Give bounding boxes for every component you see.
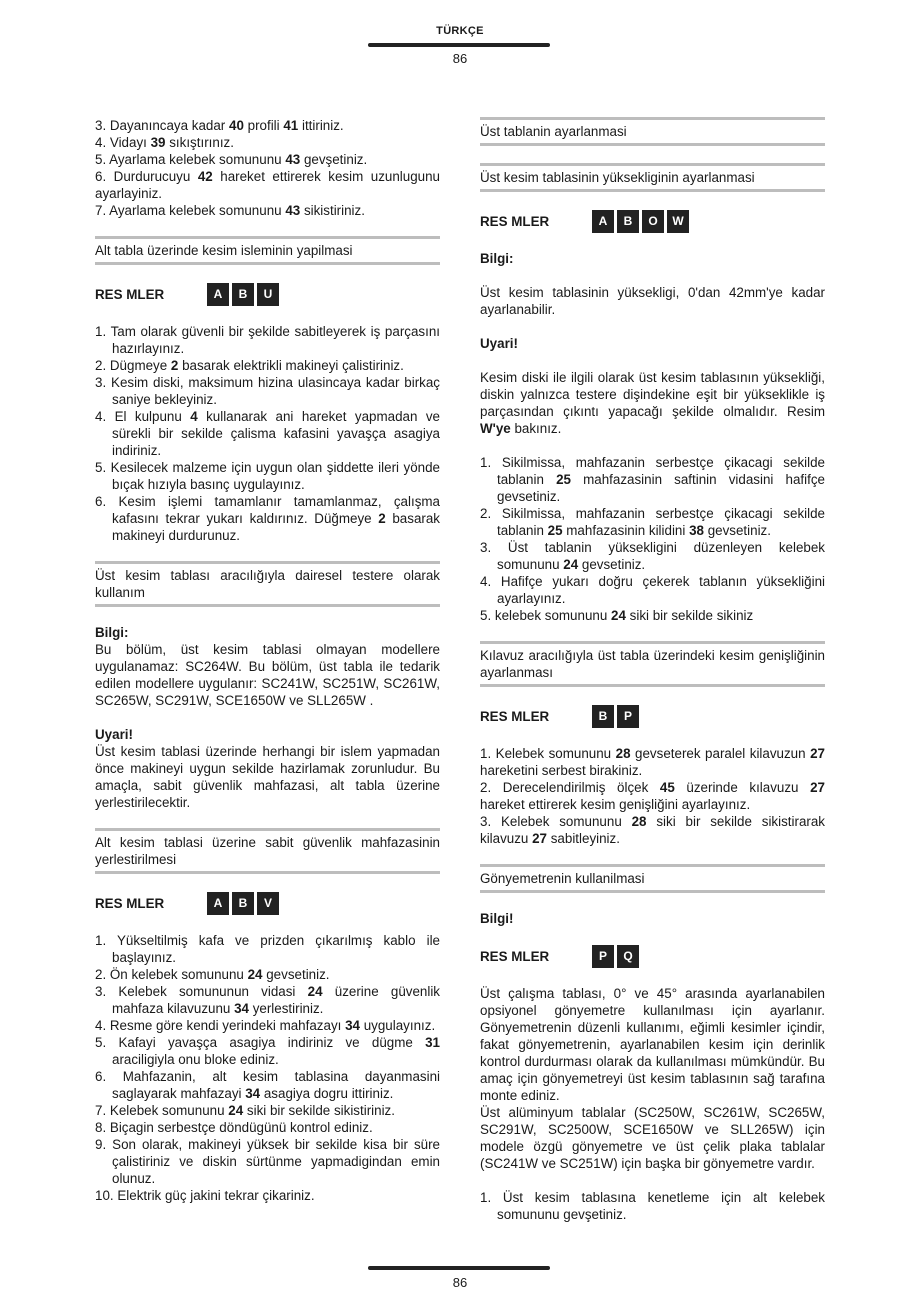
reference-number: 2 xyxy=(170,358,179,373)
figure-badge: B xyxy=(232,892,254,915)
reference-number: 27 xyxy=(810,746,825,761)
text-segment: sabitleyiniz. xyxy=(547,831,620,846)
text-segment: gevsetiniz. xyxy=(703,523,771,538)
language-header: TÜRKÇE xyxy=(436,25,484,37)
reference-number: 34 xyxy=(245,1086,261,1101)
figure-badge: B xyxy=(617,210,639,233)
reference-number: 31 xyxy=(425,1035,440,1050)
text-segment: 9. Son olarak, makineyi yüksek bir sekilde kisa bir süre çalistiriniz ve diskin sürtünme yapmadigindan emin olunuz. xyxy=(95,1137,440,1186)
text-segment: 4. Hafifçe yukarı doğru çekerek tablanın yüksekliğini ayarlayınız. xyxy=(480,574,825,606)
reference-number: 27 xyxy=(532,831,548,846)
reference-number: 34 xyxy=(234,1001,249,1016)
header-divider xyxy=(368,43,550,47)
list-item xyxy=(95,357,440,374)
list-item xyxy=(95,1017,440,1034)
figure-badge: Q xyxy=(617,945,639,968)
text-segment: gevseterek paralel kilavuzun xyxy=(630,746,811,761)
left-column xyxy=(95,117,440,1221)
figure-badge: A xyxy=(207,892,229,915)
list-item xyxy=(95,493,440,544)
list-item xyxy=(95,1068,440,1102)
list-item xyxy=(480,779,825,813)
step-list xyxy=(480,745,825,847)
text-segment: ittiriniz. xyxy=(298,118,344,133)
figure-badge: P xyxy=(592,945,614,968)
figure-references xyxy=(480,704,825,728)
text-segment: araciligiyla onu bloke ediniz. xyxy=(112,1052,279,1067)
text-segment: Üst kesim tablasinin yüksekligi, 0'dan 42mm'ye kadar ayarlanabilir. xyxy=(480,285,825,317)
list-item xyxy=(95,408,440,459)
text-segment: gevsetiniz. xyxy=(262,967,330,982)
text-segment: hareket ettirerek kesim uzunlugunu ayarlayiniz. xyxy=(95,169,440,201)
reference-number: 41 xyxy=(283,118,299,133)
list-item xyxy=(480,539,825,573)
text-segment: 6. Durdurucuyu xyxy=(95,169,198,184)
step-list xyxy=(95,932,440,1204)
text-segment: asagiya dogru ittiriniz. xyxy=(260,1086,394,1101)
list-item xyxy=(95,202,440,219)
paragraph xyxy=(480,284,825,318)
list-item xyxy=(480,1189,825,1223)
reference-number: 39 xyxy=(150,135,166,150)
text-segment: hareket ettirerek kesim genişliğini ayarlayınız. xyxy=(480,797,751,812)
figure-badge: V xyxy=(257,892,279,915)
section-title: Üst kesim tablası aracılığıyla dairesel testere olarak kullanım xyxy=(95,561,440,607)
text-segment: 1. Üst kesim tablasına kenetleme için alt kelebek somununu gevşetiniz. xyxy=(480,1190,825,1222)
text-segment: Bu bölüm, üst kesim tablasi olmayan modellere uygulanamaz: SC264W. Bu bölüm, üst tabla ile tedarik edilen modellere uygulanır: SC241W, SC251W, SC261W, SC265W, SC291W, SCE1650W ve SLL265W . xyxy=(95,642,440,708)
reference-number: 24 xyxy=(307,984,323,999)
list-item xyxy=(480,454,825,505)
text-segment: 8. Biçagin serbestçe döndügünü kontrol ediniz. xyxy=(95,1120,373,1135)
text-segment: 1. Sikilmissa, mahfazanin serbestçe çikacagi sekilde tablanin xyxy=(480,455,825,487)
paragraph xyxy=(480,985,825,1104)
text-segment: gevşetiniz. xyxy=(300,152,368,167)
list-item xyxy=(95,168,440,202)
list-item xyxy=(480,573,825,607)
subheading: Bilgi: xyxy=(95,625,129,640)
reference-number: 40 xyxy=(229,118,244,133)
section-title: Üst kesim tablasinin yüksekliginin ayarlanmasi xyxy=(480,163,825,192)
reference-number: 27 xyxy=(810,780,825,795)
text-segment: 3. Kelebek somununun vidasi xyxy=(95,984,308,999)
text-segment: sıkıştırınız. xyxy=(165,135,234,150)
text-segment: Üst alüminyum tablalar (SC250W, SC261W, SC265W, SC291W, SC2500W, SCE1650W ve SLL265W) için modele özgü gönyemetre ve üst çelik plaka tablalar (SC241W ve SC251W) için başka bir gönyemetre vardır. xyxy=(480,1105,825,1171)
text-segment: 4. Vidayı xyxy=(95,135,151,150)
list-item xyxy=(95,117,440,134)
list-item xyxy=(95,1119,440,1136)
subheading: Uyari! xyxy=(95,727,133,742)
list-item xyxy=(480,505,825,539)
paragraph xyxy=(95,641,440,709)
text-segment: 2. Sikilmissa, mahfazanin serbestçe çikacagi sekilde tablanin xyxy=(480,506,825,538)
figures-label: RES MLER xyxy=(480,948,550,964)
list-item xyxy=(480,745,825,779)
header-page-number: 86 xyxy=(452,51,468,66)
reference-number: 25 xyxy=(547,523,563,538)
figures-label: RES MLER xyxy=(95,286,165,302)
section-title: Alt tabla üzerinde kesim isleminin yapilmasi xyxy=(95,236,440,265)
text-segment: Üst çalışma tablası, 0° ve 45° arasında ayarlanabilen opsiyonel gönyemetre kullanılması için ayarlanır. Gönyemetrenin düzenli kullanımı, eğimli kesimler içindir, fakat gönyemetrenin, ayarlanabilen kesim için derinlik kontrol durdurması olarak da kullanılması mümkündür. Bu amaç için gönyemetreyi üst kesim tablasının sağ tarafına monte ediniz. xyxy=(480,986,825,1103)
text-segment: üzerinde kılavuzu xyxy=(674,780,811,795)
paragraph xyxy=(480,369,825,437)
text-segment: 3. Dayanıncaya kadar xyxy=(95,118,229,133)
list-item xyxy=(95,932,440,966)
figures-label: RES MLER xyxy=(480,708,550,724)
text-segment: 3. Kelebek somununu xyxy=(480,814,632,829)
reference-number: W'ye xyxy=(480,421,511,436)
text-segment: Üst kesim tablasi üzerinde herhangi bir islem yapmadan önce makineyi uygun sekilde hazirlamak zorunludur. Bu amaçla, sabit güvenlik mahfazasi, alt tabla üzerine yerlestirilecektir. xyxy=(95,744,440,810)
list-item xyxy=(95,1034,440,1068)
footer-divider xyxy=(368,1266,550,1270)
text-segment: 7. Kelebek somununu xyxy=(95,1103,229,1118)
text-segment: 7. Ayarlama kelebek somununu xyxy=(95,203,286,218)
reference-number: 24 xyxy=(611,608,626,623)
text-segment: bakınız. xyxy=(510,421,562,436)
text-segment: siki bir sekilde sikistirarak kilavuzu xyxy=(480,814,825,846)
reference-number: 45 xyxy=(659,780,675,795)
figure-badge: B xyxy=(592,705,614,728)
list-item xyxy=(95,983,440,1017)
reference-number: 43 xyxy=(285,152,301,167)
list-item xyxy=(95,1187,440,1204)
text-segment: mahfazasinin saftinin vidasini hafifçe gevsetiniz. xyxy=(497,472,825,504)
text-segment: 6. Mahfazanin, alt kesim tablasina dayanmasini saglayarak mahfazayi xyxy=(95,1069,440,1101)
figure-badge: P xyxy=(617,705,639,728)
step-list xyxy=(95,117,440,219)
text-segment: 6. Kesim işlemi tamamlanır tamamlanmaz, çalışma kafasını tekrar yukarı kaldırınız. Düğmeye xyxy=(95,494,440,526)
text-segment: Kesim diski ile ilgili olarak üst kesim tablasının yüksekliği, diskin yalnızca testere dişindekine eşit bir yükseklikle iş parçasından çıkıntı yapacağı şekilde olmalıdır. Resim xyxy=(480,370,825,419)
step-list xyxy=(480,454,825,624)
list-item xyxy=(95,459,440,493)
figures-label: RES MLER xyxy=(480,213,550,229)
text-segment: 2. Ön kelebek somununu xyxy=(95,967,248,982)
reference-number: 4 xyxy=(190,409,198,424)
list-item xyxy=(95,1102,440,1119)
figure-badge: A xyxy=(207,283,229,306)
text-segment: gevsetiniz. xyxy=(578,557,646,572)
reference-number: 25 xyxy=(556,472,571,487)
text-segment: 4. El kulpunu xyxy=(95,409,191,424)
text-segment: 4. Resme göre kendi yerindeki mahfazayı xyxy=(95,1018,346,1033)
list-item xyxy=(95,966,440,983)
list-item xyxy=(480,813,825,847)
step-list xyxy=(480,1189,825,1223)
subheading: Bilgi: xyxy=(480,251,514,266)
section-title: Kılavuz aracılığıyla üst tabla üzerindeki kesim genişliğinin ayarlanması xyxy=(480,641,825,687)
section-title: Gönyemetrenin kullanilmasi xyxy=(480,864,825,893)
list-item xyxy=(480,607,825,624)
figure-references xyxy=(480,944,825,968)
text-segment: 5. Kesilecek malzeme için uygun olan şiddette ileri yönde bıçak hızıyla basınç uygulayınız. xyxy=(95,460,440,492)
text-segment: uygulayınız. xyxy=(360,1018,436,1033)
reference-number: 28 xyxy=(631,814,647,829)
text-segment: 1. Tam olarak güvenli bir şekilde sabitleyerek iş parçasını hazırlayınız. xyxy=(95,324,440,356)
right-column xyxy=(480,117,825,1240)
footer-page-number: 86 xyxy=(452,1275,468,1290)
list-item xyxy=(95,134,440,151)
text-segment: hareketini serbest birakiniz. xyxy=(480,763,643,778)
text-segment: 5. kelebek somununu xyxy=(480,608,612,623)
list-item xyxy=(95,374,440,408)
text-segment: 5. Kafayi yavaşça asagiya indiriniz ve dügme xyxy=(95,1035,426,1050)
reference-number: 24 xyxy=(247,967,263,982)
figure-references xyxy=(95,282,440,306)
reference-number: 43 xyxy=(285,203,301,218)
list-item xyxy=(95,1136,440,1187)
list-item xyxy=(95,151,440,168)
figures-label: RES MLER xyxy=(95,895,165,911)
list-item xyxy=(95,323,440,357)
reference-number: 38 xyxy=(689,523,704,538)
figure-badge: U xyxy=(257,283,279,306)
figure-badge: A xyxy=(592,210,614,233)
text-segment: profili xyxy=(243,118,284,133)
text-segment: 3. Kesim diski, maksimum hizina ulasincaya kadar birkaç saniye bekleyiniz. xyxy=(95,375,440,407)
text-segment: yerlestiriniz. xyxy=(248,1001,324,1016)
text-segment: 5. Ayarlama kelebek somununu xyxy=(95,152,286,167)
section-title: Üst tablanin ayarlanmasi xyxy=(480,117,825,146)
text-segment: 2. Derecelendirilmiş ölçek xyxy=(480,780,660,795)
reference-number: 34 xyxy=(345,1018,360,1033)
text-segment: siki bir sekilde sikiniz xyxy=(625,608,754,623)
text-segment: sikistiriniz. xyxy=(300,203,365,218)
paragraph xyxy=(480,1104,825,1172)
text-segment: 1. Kelebek somununu xyxy=(480,746,616,761)
text-segment: basarak elektrikli makineyi çalistiriniz. xyxy=(178,358,404,373)
text-segment: basarak makineyi durdurunuz. xyxy=(112,511,441,543)
subheading: Bilgi! xyxy=(480,911,514,926)
section-title: Alt kesim tablasi üzerine sabit güvenlik mahfazasinin yerlestirilmesi xyxy=(95,828,440,874)
step-list xyxy=(95,323,440,544)
figure-badge: W xyxy=(667,210,689,233)
text-segment: kullanarak ani hareket yapmadan ve sürekli bir sekilde çalisma kafasini yavaşça asagiya indiriniz. xyxy=(112,409,440,458)
subheading: Uyari! xyxy=(480,336,518,351)
reference-number: 2 xyxy=(378,511,386,526)
text-segment: 1. Yükseltilmiş kafa ve prizden çıkarılmış kablo ile başlayınız. xyxy=(95,933,440,965)
text-segment: siki bir sekilde sikistiriniz. xyxy=(243,1103,395,1118)
figure-references xyxy=(95,891,440,915)
text-segment: 2. Dügmeye xyxy=(95,358,171,373)
figure-references xyxy=(480,209,825,233)
text-segment: üzerine güvenlik mahfaza kilavuzunu xyxy=(112,984,440,1016)
text-segment: mahfazasinin kilidini xyxy=(562,523,690,538)
paragraph xyxy=(95,743,440,811)
reference-number: 42 xyxy=(197,169,213,184)
reference-number: 24 xyxy=(228,1103,244,1118)
figure-badge: O xyxy=(642,210,664,233)
text-segment: 3. Üst tablanin yüksekligini düzenleyen kelebek somununu xyxy=(480,540,825,572)
figure-badge: B xyxy=(232,283,254,306)
reference-number: 24 xyxy=(563,557,579,572)
text-segment: 10. Elektrik güç jakini tekrar çikariniz. xyxy=(95,1188,315,1203)
reference-number: 28 xyxy=(615,746,631,761)
